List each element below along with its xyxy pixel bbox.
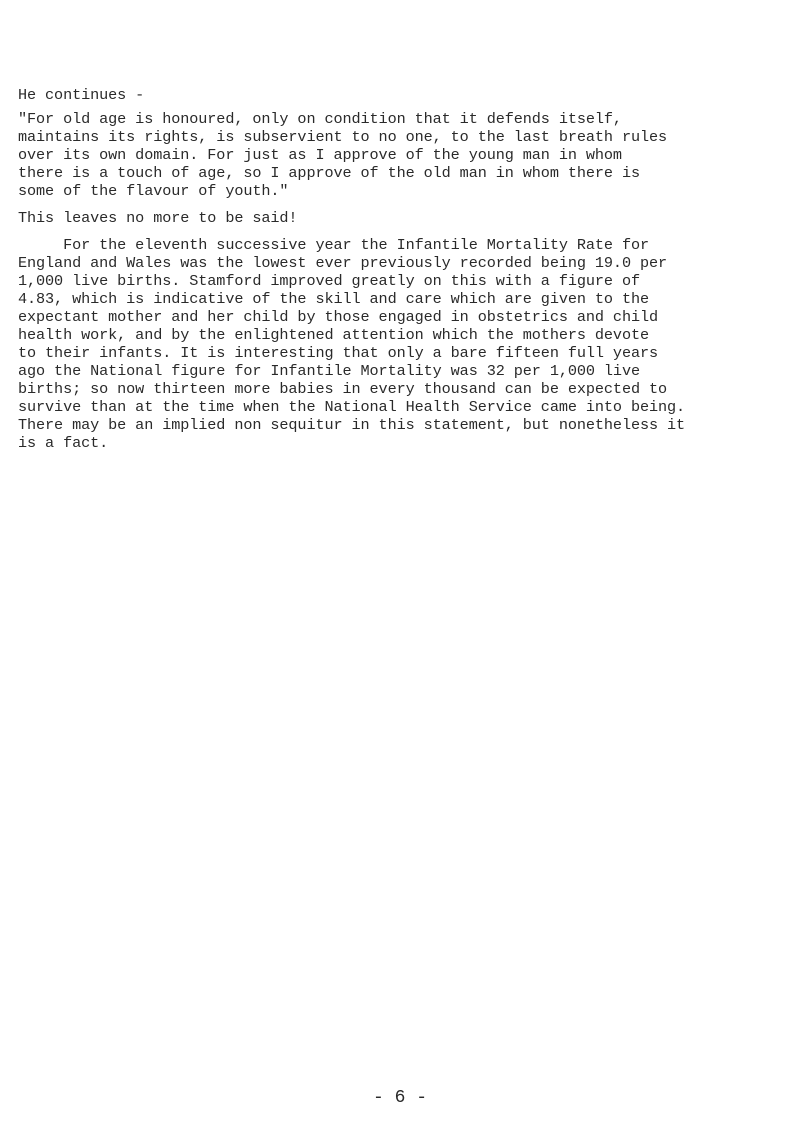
paragraph-line: ago the National figure for Infantile Mortality was 32 per 1,000 live xyxy=(18,362,640,380)
quote-line: there is a touch of age, so I approve of the old man in whom there is xyxy=(18,164,640,182)
paragraph-line: survive than at the time when the National Health Service came into being. xyxy=(18,398,686,416)
closing-line: This leaves no more to be said! xyxy=(18,209,298,227)
quote-line: over its own domain. For just as I approve of the young man in whom xyxy=(18,146,622,164)
paragraph-line: There may be an implied non sequitur in this statement, but nonetheless it xyxy=(18,416,686,434)
quote-line: "For old age is honoured, only on condition that it defends itself, xyxy=(18,110,622,128)
paragraph-line: health work, and by the enlightened attention which the mothers devote xyxy=(18,326,649,344)
paragraph-line: births; so now thirteen more babies in every thousand can be expected to xyxy=(18,380,668,398)
paragraph-line: to their infants. It is interesting that only a bare fifteen full years xyxy=(18,344,658,362)
quote-line: maintains its rights, is subservient to no one, to the last breath rules xyxy=(18,128,668,146)
paragraph-line: England and Wales was the lowest ever previously recorded being 19.0 per xyxy=(18,254,668,272)
paragraph-line: 1,000 live births. Stamford improved greatly on this with a figure of xyxy=(18,272,640,290)
quote-line: some of the flavour of youth." xyxy=(18,182,289,200)
paragraph-line: For the eleventh successive year the Infantile Mortality Rate for xyxy=(18,236,649,254)
intro-line: He continues - xyxy=(18,86,145,104)
paragraph-line: expectant mother and her child by those engaged in obstetrics and child xyxy=(18,308,658,326)
page-number: - 6 - xyxy=(372,1088,427,1108)
paragraph-line: 4.83, which is indicative of the skill and care which are given to the xyxy=(18,290,649,308)
paragraph-line: is a fact. xyxy=(18,434,109,452)
